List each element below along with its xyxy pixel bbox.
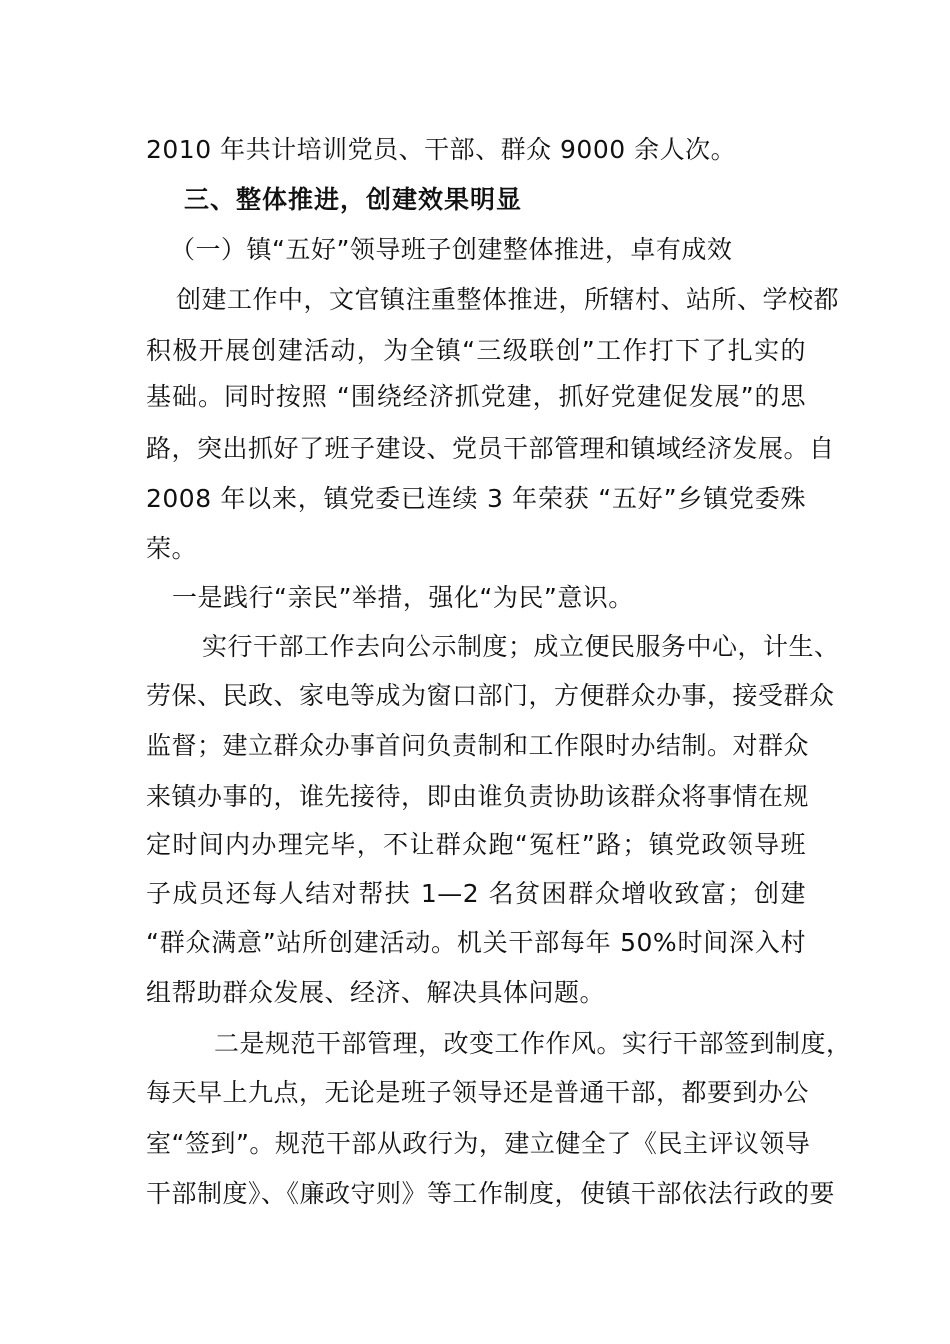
text-line: 组帮助群众发展、经济、解决具体问题。 <box>146 978 606 1007</box>
subsection-heading: （一）镇“五好”领导班子创建整体推进，卓有成效 <box>170 235 733 264</box>
text-line: 2008 年以来，镇党委已连续 3 年荣获 “五好”乡镇党委殊 <box>146 484 806 513</box>
section-heading: 三、整体推进，创建效果明显 <box>184 185 523 214</box>
text-line: “群众满意”站所创建活动。机关干部每年 50%时间深入村 <box>146 928 806 957</box>
text-line: 路，突出抓好了班子建设、党员干部管理和镇域经济发展。自 <box>146 434 835 463</box>
text-line: 荣。 <box>146 534 198 563</box>
text-line: 劳保、民政、家电等成为窗口部门，方便群众办事，接受群众 <box>146 681 835 710</box>
text-line: 积极开展创建活动，为全镇“三级联创”工作打下了扎实的 <box>146 336 806 365</box>
text-line: 二是规范干部管理，改变工作作风。实行干部签到制度， <box>214 1029 852 1058</box>
text-line: 创建工作中，文官镇注重整体推进，所辖村、站所、学校都 <box>176 285 840 314</box>
text-line: 基础。同时按照 “围绕经济抓党建，抓好党建促发展”的思 <box>146 382 806 411</box>
text-line: 来镇办事的，谁先接待，即由谁负责协助该群众将事情在规 <box>146 782 810 811</box>
text-line: 干部制度》、《廉政守则》等工作制度，使镇干部依法行政的要 <box>146 1179 836 1208</box>
text-line: 每天早上九点，无论是班子领导还是普通干部，都要到办公 <box>146 1078 810 1107</box>
text-line: 定时间内办理完毕，不让群众跑“冤枉”路；镇党政领导班 <box>146 830 806 859</box>
text-line: 实行干部工作去向公示制度；成立便民服务中心，计生、 <box>202 632 840 661</box>
text-line: 监督；建立群众办事首问负责制和工作限时办结制。对群众 <box>146 731 810 760</box>
text-line: 子成员还每人结对帮扶 1—2 名贫困群众增收致富；创建 <box>146 879 806 908</box>
text-line: 一是践行“亲民”举措，强化“为民”意识。 <box>172 583 634 612</box>
text-line: 室“签到”。规范干部从政行为，建立健全了《民主评议领导 <box>146 1129 811 1158</box>
text-line: 2010 年共计培训党员、干部、群众 9000 余人次。 <box>146 135 737 164</box>
